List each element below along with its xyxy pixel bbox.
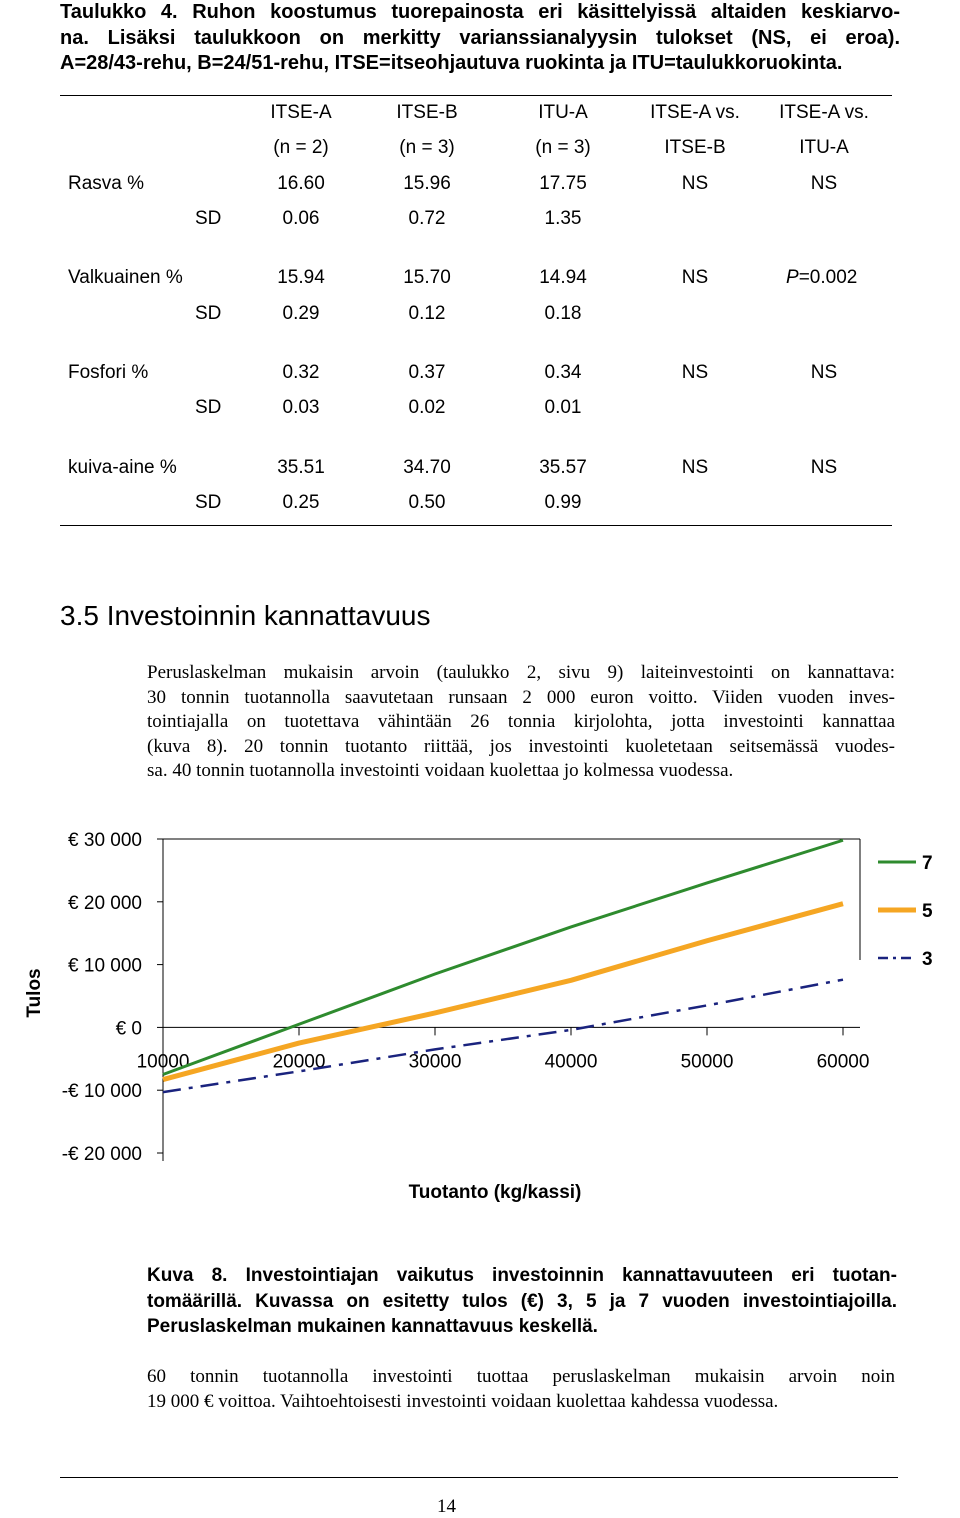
cell-sd: 0.06 [282, 208, 320, 229]
cell-value: 15.94 [277, 267, 325, 288]
cell-sd: 1.35 [544, 208, 582, 229]
header-itu-a-cmp: ITU-A [799, 137, 849, 158]
cell-sd: 0.25 [282, 492, 320, 513]
cell-value: 15.96 [403, 173, 451, 194]
y-tick-label: -€ 10 000 [61, 1081, 142, 1103]
x-tick-label: 50000 [680, 1051, 734, 1073]
legend-label-7: 7 [922, 853, 933, 874]
cell-sd: 0.29 [282, 303, 320, 324]
header-itse-a-n: (n = 2) [273, 137, 329, 158]
cell-significance: NS [681, 362, 709, 383]
cell-sd: 0.01 [544, 397, 582, 418]
header-itse-a-vs: ITSE-A vs. [779, 102, 869, 123]
paragraph-line: (kuva 8). 20 tonnin tuotanto riittää, jos investointi kuoletetaan seitsemässä vuodes- [147, 735, 895, 757]
cell-sd: 0.02 [408, 397, 446, 418]
cell-significance: NS [810, 173, 838, 194]
header-itse-b-cmp: ITSE-B [664, 137, 726, 158]
cell-sd: 0.12 [408, 303, 446, 324]
cell-value: 15.70 [403, 267, 451, 288]
caption-line: A=28/43-rehu, B=24/51-rehu, ITSE=itseohjautuva ruokinta ja ITU=taulukkoruokinta. [60, 52, 843, 74]
cell-value: 16.60 [277, 173, 325, 194]
x-tick-label: 30000 [408, 1051, 462, 1073]
paragraph-line: Peruslaskelman mukaisin arvoin (taulukko 2, sivu 9) laiteinvestointi on kannattava: [147, 662, 895, 683]
figure-caption-line: tomäärillä. Kuvassa on esitetty tulos (€) 3, 5 ja 7 vuoden investointiajoilla. [147, 1290, 897, 1312]
cell-significance: NS [681, 267, 709, 288]
p-symbol: P [786, 267, 799, 288]
paragraph-line: 19 000 € voittoa. Vaihtoehtoisesti investointi voidaan kuolettaa kahdessa vuodessa. [147, 1390, 779, 1412]
row-label: Fosfori % [68, 362, 149, 383]
x-tick-label: 60000 [816, 1051, 870, 1073]
cell-significance [786, 267, 857, 289]
cell-value: 35.51 [277, 457, 325, 478]
header-itse-a-vs: ITSE-A vs. [650, 102, 740, 123]
figure-caption-line: Kuva 8. Investointiajan vaikutus investoinnin kannattavuuteen eri tuotan- [147, 1265, 897, 1286]
y-tick-label: € 10 000 [68, 955, 142, 977]
results-table [0, 0, 960, 560]
sd-label: SD [195, 208, 222, 229]
header-itu-a: ITU-A [538, 102, 588, 123]
y-axis-title: Tulos [24, 968, 45, 1018]
cell-value: 17.75 [539, 173, 587, 194]
cell-sd: 0.50 [408, 492, 446, 513]
legend-label-5: 5 [922, 901, 933, 922]
cell-sd: 0.03 [282, 397, 320, 418]
header-itse-a: ITSE-A [270, 102, 332, 123]
closing-paragraph [147, 1365, 895, 1414]
cell-value: 14.94 [539, 267, 587, 288]
y-tick-label: € 20 000 [68, 892, 142, 914]
y-tick-label: -€ 20 000 [61, 1144, 142, 1165]
x-tick-label: 40000 [544, 1051, 598, 1073]
paragraph-line: tointiajalla on tuotettava vähintään 26 tonnia kirjolohta, jotta investointi kannattaa [147, 711, 895, 732]
row-label: kuiva-aine % [68, 457, 177, 478]
series-line-5 [163, 904, 843, 1080]
footer-rule [60, 1477, 898, 1478]
x-tick-label: 10000 [136, 1051, 190, 1073]
cell-value: 0.32 [282, 362, 320, 383]
cell-value: 0.37 [408, 362, 446, 383]
legend-label-3: 3 [922, 949, 933, 970]
caption-line: na. Lisäksi taulukkoon on merkitty varianssianalyysin tulokset (NS, ei eroa). [60, 26, 900, 49]
cell-significance: NS [810, 457, 838, 478]
header-itse-b-n: (n = 3) [399, 137, 455, 158]
figure-caption-line: Peruslaskelman mukainen kannattavuus keskellä. [147, 1316, 598, 1337]
sd-label: SD [195, 397, 222, 418]
cell-significance: NS [681, 173, 709, 194]
y-tick-label: € 30 000 [68, 830, 142, 851]
caption-line: Taulukko 4. Ruhon koostumus tuorepainosta eri käsittelyissä altaiden keskiarvo- [60, 1, 900, 23]
cell-value: 35.57 [539, 457, 587, 478]
table-top-rule [60, 95, 892, 96]
cell-value: 0.34 [544, 362, 582, 383]
figure-caption [147, 1263, 897, 1340]
table-bottom-rule [60, 525, 892, 526]
header-itu-a-n: (n = 3) [535, 137, 591, 158]
cell-value: 34.70 [403, 457, 451, 478]
cell-significance: NS [681, 457, 709, 478]
paragraph-line: 30 tonnin tuotannolla saavutetaan runsaan 2 000 euron voitto. Viiden vuoden inves- [147, 686, 895, 708]
section-paragraph [147, 661, 895, 784]
row-label: Rasva % [68, 173, 145, 194]
paragraph-line: sa. 40 tonnin tuotannolla investointi voidaan kuolettaa jo kolmessa vuodessa. [147, 760, 734, 781]
x-tick-label: 20000 [272, 1051, 326, 1073]
paragraph-line: 60 tonnin tuotannolla investointi tuottaa peruslaskelman mukaisin arvoin noin [147, 1366, 895, 1387]
y-tick-label: € 0 [115, 1018, 142, 1040]
row-label: Valkuainen % [68, 267, 183, 288]
cell-sd: 0.72 [408, 208, 446, 229]
investment-chart [0, 820, 960, 1220]
x-axis-title: Tuotanto (kg/kassi) [408, 1182, 582, 1203]
p-value: =0.002 [798, 267, 858, 288]
cell-sd: 0.99 [544, 492, 582, 513]
cell-sd: 0.18 [544, 303, 582, 324]
page-number: 14 [437, 1496, 456, 1517]
section-heading: 3.5 Investoinnin kannattavuus [60, 600, 431, 631]
sd-label: SD [195, 492, 222, 513]
sd-label: SD [195, 303, 222, 324]
header-itse-b: ITSE-B [396, 102, 458, 123]
cell-significance: NS [810, 362, 838, 383]
